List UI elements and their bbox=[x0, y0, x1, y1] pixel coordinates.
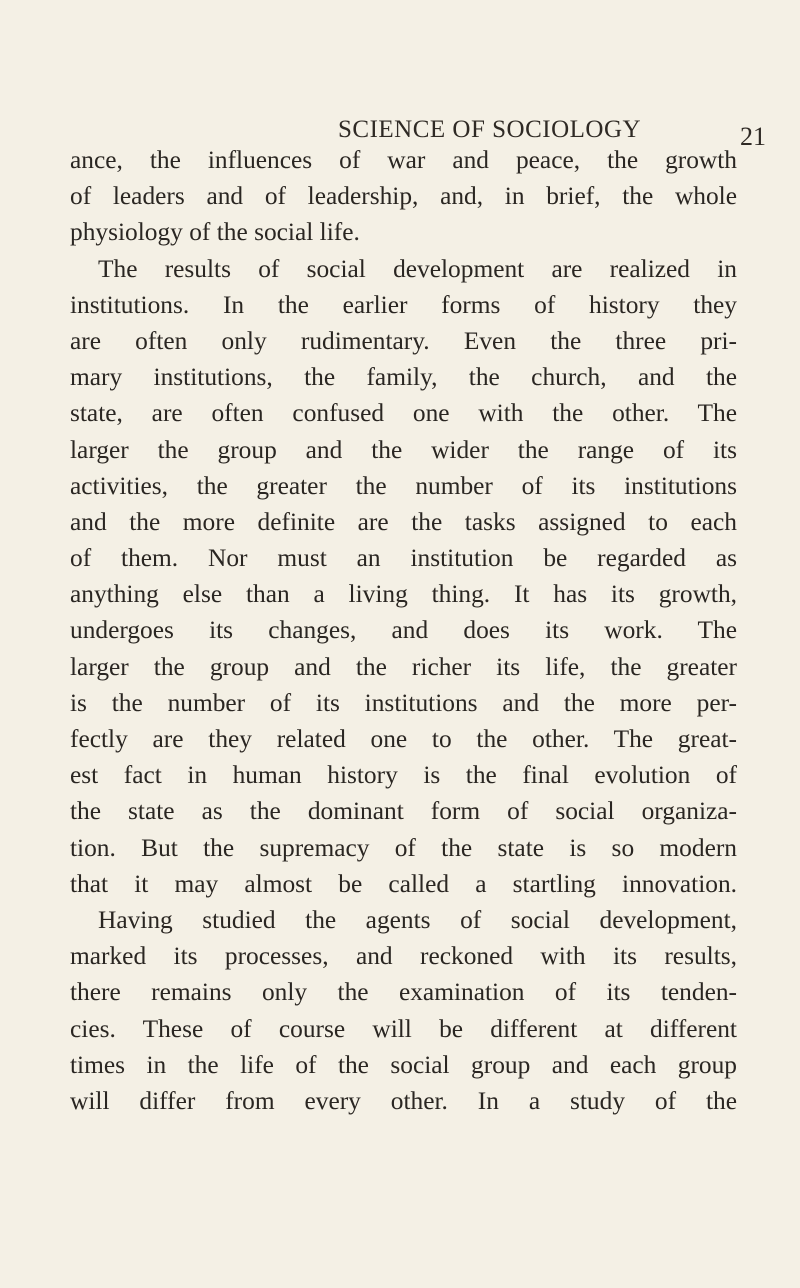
text-line: est fact in human history is the final evolution of bbox=[70, 761, 737, 790]
page-number: 21 bbox=[740, 122, 766, 151]
text-line: mary institutions, the family, the church, and the bbox=[70, 363, 737, 392]
body-text bbox=[70, 142, 737, 1119]
text-line: Having studied the agents of social development, bbox=[98, 905, 737, 934]
text-line: the state as the dominant form of social organiza- bbox=[70, 797, 737, 826]
text-line: there remains only the examination of its tenden- bbox=[70, 978, 737, 1007]
text-line: are often only rudimentary. Even the three pri- bbox=[70, 326, 737, 355]
text-line: institutions. In the earlier forms of history they bbox=[70, 290, 737, 319]
text-line: larger the group and the richer its life, the greater bbox=[70, 652, 737, 681]
text-line: physiology of the social life. bbox=[70, 218, 360, 247]
text-line: that it may almost be called a startling innovation. bbox=[70, 869, 737, 898]
text-line: of them. Nor must an institution be regarded as bbox=[70, 544, 737, 573]
text-line: is the number of its institutions and the more per- bbox=[70, 688, 737, 717]
text-line: ance, the influences of war and peace, the growth bbox=[70, 146, 737, 174]
text-line: The results of social development are realized in bbox=[98, 254, 737, 283]
text-line: will differ from every other. In a study of the bbox=[70, 1086, 737, 1115]
text-line: of leaders and of leadership, and, in brief, the whole bbox=[70, 182, 737, 211]
text-line: anything else than a living thing. It has its growth, bbox=[70, 580, 737, 609]
running-title: SCIENCE OF SOCIOLOGY bbox=[338, 116, 642, 143]
text-line: and the more definite are the tasks assigned to each bbox=[70, 507, 737, 536]
text-line: tion. But the supremacy of the state is so modern bbox=[70, 833, 737, 862]
text-line: cies. These of course will be different at different bbox=[70, 1014, 737, 1043]
text-line: undergoes its changes, and does its work. The bbox=[70, 616, 737, 645]
text-line: state, are often confused one with the other. The bbox=[70, 399, 737, 428]
text-line: times in the life of the social group and each group bbox=[70, 1050, 737, 1079]
text-line: marked its processes, and reckoned with its results, bbox=[70, 942, 737, 971]
text-line: larger the group and the wider the range of its bbox=[70, 435, 737, 464]
text-line: activities, the greater the number of its institutions bbox=[70, 471, 737, 500]
text-line: fectly are they related one to the other. The great- bbox=[70, 725, 737, 753]
